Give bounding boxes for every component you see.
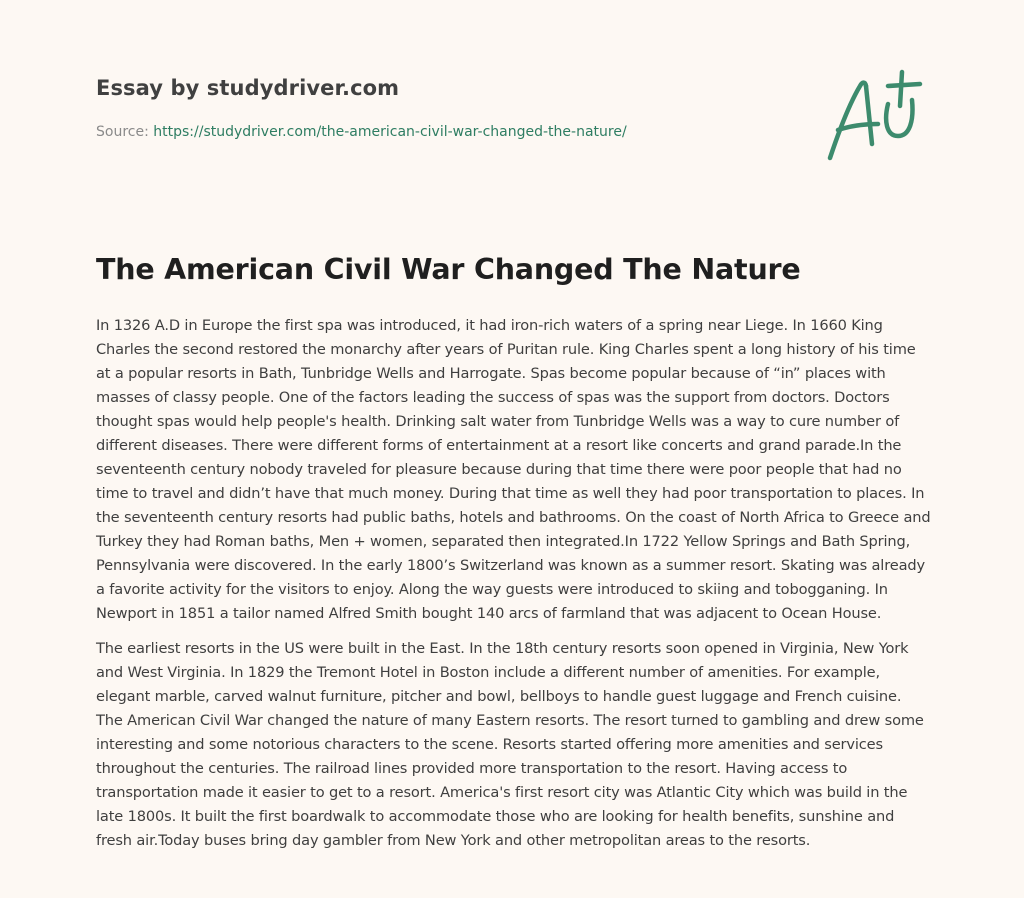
essay-title: The American Civil War Changed The Nature bbox=[96, 253, 801, 286]
source-label: Source: bbox=[96, 124, 149, 140]
source-line bbox=[96, 124, 796, 140]
source-link[interactable]: https://studydriver.com/the-american-civil-war-changed-the-nature/ bbox=[153, 124, 627, 140]
essay-header bbox=[96, 76, 796, 140]
essay-paragraph: The earliest resorts in the US were built in the East. In the 18th century resorts soon opened in Virginia, New York and West Virginia. In 1829 the Tremont Hotel in Boston include a different number of amenities. For example, elegant marble, carved walnut furniture, pitcher and bowl, bellboys to handle guest luggage and French cuisine. The American Civil War changed the nature of many Eastern resorts. The resort turned to gambling and drew some interesting and some notorious characters to the scene. Resorts started offering more amenities and services throughout the centuries. The railroad lines provided more transportation to the resort. Having access to transportation made it easier to get to a resort. America's first resort city was Atlantic City which was build in the late 1800s. It built the first boardwalk to accommodate those who are looking for health benefits, sunshine and fresh air.Today buses bring day gambler from New York and other metropolitan areas to the resorts. bbox=[96, 640, 924, 849]
essay-paragraph: In 1326 A.D in Europe the first spa was introduced, it had iron-rich waters of a spring near Liege. In 1660 King Charles the second restored the monarchy after years of Puritan rule. King Charles spent a long history of his time at a popular resorts in Bath, Tunbridge Wells and Harrogate. Spas become popular because of “in” places with masses of classy people. One of the factors leading the success of spas was the support from doctors. Doctors thought spas would help people's health. Drinking salt water from Tunbridge Wells was a way to cure number of different diseases. There were different forms of entertainment at a resort like concerts and grand parade.In the seventeenth century nobody traveled for pleasure because during that time there were poor people that had no time to travel and didn’t have that much money. During that time as well they had poor transportation to places. In the seventeenth century resorts had public baths, hotels and bathrooms. On the coast of North Africa to Greece and Turkey they had Roman baths, Men + women, separated then integrated.In 1722 Yellow Springs and Bath Spring, Pennsylvania were discovered. In the early 1800’s Switzerland was known as a summer resort. Skating was already a favorite activity for the visitors to enjoy. Along the way guests were introduced to skiing and tobogganing. In Newport in 1851 a tailor named Alfred Smith bought 140 arcs of farmland that was adjacent to Ocean House. bbox=[96, 317, 931, 622]
essay-body bbox=[96, 314, 932, 864]
site-brand: Essay by studydriver.com bbox=[96, 76, 400, 100]
a-plus-grade-icon bbox=[818, 64, 930, 168]
